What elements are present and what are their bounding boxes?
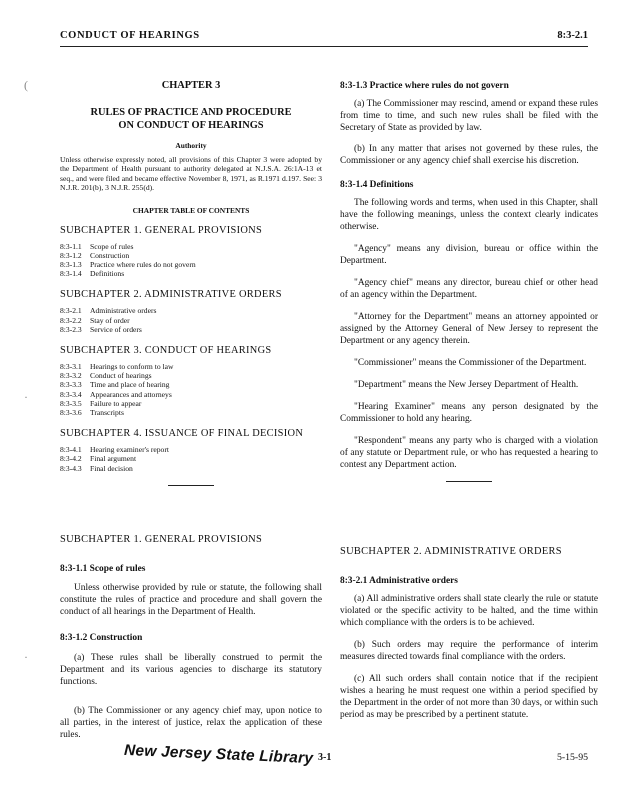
toc-entry-label: Practice where rules do not govern xyxy=(90,260,196,270)
toc-entry-label: Construction xyxy=(90,250,130,260)
toc-entry xyxy=(60,445,322,454)
toc-subchapter-heading: SUBCHAPTER 3. CONDUCT OF HEARINGS xyxy=(60,345,272,357)
toc-entry-number: 8:3-3.1 xyxy=(60,362,82,372)
toc-entry xyxy=(60,269,322,278)
toc-entry xyxy=(60,380,322,389)
toc-entry xyxy=(60,362,322,371)
definition: "Attorney for the Department" means an attorney appointed or assigned by the Attorney General of New Jersey to represent the Department or any agency therein. xyxy=(340,312,598,346)
section-paragraph: (a) These rules shall be liberally construed to permit the Department and its various agencies to discharge its statutory functions. xyxy=(60,653,322,687)
toc-entry-label: Conduct of hearings xyxy=(90,371,152,381)
divider xyxy=(168,485,214,486)
toc-list xyxy=(60,445,322,473)
toc-entry-label: Final argument xyxy=(90,454,137,464)
definition: "Agency" means any division, bureau or office within the Department. xyxy=(340,244,598,266)
toc-entry xyxy=(60,242,322,251)
definition: "Department" means the New Jersey Department of Health. xyxy=(354,380,579,390)
toc-entry-number: 8:3-2.1 xyxy=(60,306,82,316)
toc-entry-label: Service of orders xyxy=(90,324,142,334)
subchapter-heading: SUBCHAPTER 1. GENERAL PROVISIONS xyxy=(60,534,263,545)
chapter-title-line: RULES OF PRACTICE AND PROCEDURE xyxy=(90,107,292,118)
toc-entry-number: 8:3-4.3 xyxy=(60,463,82,473)
section-title: 8:3-1.1 Scope of rules xyxy=(60,564,146,574)
toc-entry-label: Hearing examiner's report xyxy=(90,445,169,455)
toc-subchapter-heading: SUBCHAPTER 2. ADMINISTRATIVE ORDERS xyxy=(60,289,282,301)
chapter-title-line: ON CONDUCT OF HEARINGS xyxy=(118,120,264,131)
definition: "Commissioner" means the Commissioner of the Department. xyxy=(354,358,587,368)
section-paragraph: (a) The Commissioner may rescind, amend or expand these rules from time to time, and such new rules shall be filed with the Secretary of State as provided by law. xyxy=(340,99,598,133)
toc-entry-label: Definitions xyxy=(90,269,125,279)
toc-entry-number: 8:3-1.1 xyxy=(60,241,82,251)
toc-entry xyxy=(60,464,322,473)
authority-text: Unless otherwise expressly noted, all provisions of this Chapter 3 were adopted by the Department of Health pursuant to authority delegated at N.J.S.A. 26:1A-13 et seq., and were filed and became effective November 8, 1971, as R.1971 d.197. See: 3 N.J.R. 201(b), 3 N.J.R. 255(d). xyxy=(60,155,322,193)
toc-entry xyxy=(60,371,322,380)
toc-list xyxy=(60,306,322,334)
section-title: 8:3-1.3 Practice where rules do not govern xyxy=(340,81,509,91)
chapter-title xyxy=(60,106,322,132)
authority-label: Authority xyxy=(175,141,207,150)
section-paragraph: (a) All administrative orders shall state clearly the rule or statute violated or the specific activity to be halted, and the time within which compliance with the orders is to be achieved. xyxy=(340,594,598,628)
section-title: 8:3-1.4 Definitions xyxy=(340,180,414,190)
toc-entry-number: 8:3-3.4 xyxy=(60,389,82,399)
right-column-top xyxy=(340,80,598,482)
right-column-bottom xyxy=(340,546,598,721)
toc-list xyxy=(60,362,322,417)
toc-entry-label: Hearings to conform to law xyxy=(90,362,174,372)
margin-mark: · xyxy=(24,650,28,664)
section-title: 8:3-1.2 Construction xyxy=(60,633,143,643)
toc-entry-label: Time and place of hearing xyxy=(90,380,170,390)
definitions-list xyxy=(340,243,598,471)
toc-entry xyxy=(60,260,322,269)
toc-entry-number: 8:3-3.6 xyxy=(60,408,82,418)
section-paragraph: (b) The Commissioner or any agency chief may, upon notice to all parties, in the interest of justice, relax the application of these rules. xyxy=(60,706,322,740)
running-header-title: CONDUCT OF HEARINGS xyxy=(60,30,200,41)
revision-date: 5-15-95 xyxy=(556,752,588,763)
toc-entry-number: 8:3-3.2 xyxy=(60,371,82,381)
toc-entry-label: Stay of order xyxy=(90,315,130,325)
toc-entry-label: Failure to appear xyxy=(90,398,142,408)
toc-entry xyxy=(60,306,322,315)
running-header xyxy=(60,26,588,47)
definition: "Hearing Examiner" means any person designated by the Commissioner to hold any hearing. xyxy=(340,402,598,424)
toc-entry-number: 8:3-3.5 xyxy=(60,398,82,408)
definition: "Agency chief" means any director, bureau chief or other head of an agency within the Department. xyxy=(340,278,598,300)
divider xyxy=(446,481,492,482)
toc-entry-number: 8:3-2.2 xyxy=(60,315,82,325)
toc-entry xyxy=(60,325,322,334)
section-paragraph: (c) All such orders shall contain notice that if the recipient wishes a hearing he must request one within a period specified by the Department in the order of not more than 30 days, or within such period as may be prescribed by a pertinent statute. xyxy=(340,674,598,720)
toc-subchapter-heading: SUBCHAPTER 1. GENERAL PROVISIONS xyxy=(60,224,263,236)
toc-subchapter-heading: SUBCHAPTER 4. ISSUANCE OF FINAL DECISION xyxy=(60,428,304,440)
margin-mark: · xyxy=(24,390,28,404)
toc-list xyxy=(60,242,322,279)
toc-title: CHAPTER TABLE OF CONTENTS xyxy=(132,205,250,215)
toc-entry-number: 8:3-2.3 xyxy=(60,324,82,334)
toc-entry-label: Administrative orders xyxy=(90,306,157,316)
toc-entry xyxy=(60,316,322,325)
toc-entry xyxy=(60,454,322,463)
section-title: 8:3-2.1 Administrative orders xyxy=(340,576,458,586)
toc-entry xyxy=(60,408,322,417)
left-column-bottom xyxy=(60,534,322,741)
page-number: 3-1 xyxy=(318,752,332,763)
toc-entry-number: 8:3-4.1 xyxy=(60,445,82,455)
toc-entry-label: Final decision xyxy=(90,463,133,473)
toc-entry-label: Appearances and attorneys xyxy=(90,389,172,399)
section-paragraph: (b) In any matter that arises not governed by these rules, the Commissioner or any agency chief shall exercise his discretion. xyxy=(340,144,598,166)
section-paragraph: The following words and terms, when used in this Chapter, shall have the following meanings, unless the context clearly indicates otherwise. xyxy=(340,198,598,232)
toc-entry-number: 8:3-1.3 xyxy=(60,260,82,270)
subchapter-heading: SUBCHAPTER 2. ADMINISTRATIVE ORDERS xyxy=(340,546,562,557)
section-paragraph: Unless otherwise provided by rule or statute, the following shall constitute the rules of practice and procedure and shall govern the conduct of all hearings in the Department of Health. xyxy=(60,583,322,617)
definition: "Respondent" means any party who is charged with a violation of any statute or Department rule, or who has requested a hearing to contest any Department action. xyxy=(340,436,598,470)
toc-entry-number: 8:3-3.3 xyxy=(60,380,82,390)
toc-entry-label: Transcripts xyxy=(90,408,124,418)
left-column-top xyxy=(60,80,322,486)
table-of-contents xyxy=(60,225,322,473)
toc-entry-number: 8:3-1.4 xyxy=(60,269,82,279)
section-paragraph: (b) Such orders may require the performance of interim measures directed towards final compliance with the orders. xyxy=(340,640,598,662)
toc-entry-number: 8:3-4.2 xyxy=(60,454,82,464)
toc-entry-label: Scope of rules xyxy=(90,241,134,251)
library-stamp: New Jersey State Library xyxy=(123,741,314,768)
toc-entry xyxy=(60,251,322,260)
margin-mark: ( xyxy=(24,78,28,92)
toc-entry xyxy=(60,390,322,399)
chapter-number: CHAPTER 3 xyxy=(161,80,221,91)
toc-entry-number: 8:3-1.2 xyxy=(60,250,82,260)
running-header-section: 8:3-2.1 xyxy=(557,30,588,41)
toc-entry xyxy=(60,399,322,408)
